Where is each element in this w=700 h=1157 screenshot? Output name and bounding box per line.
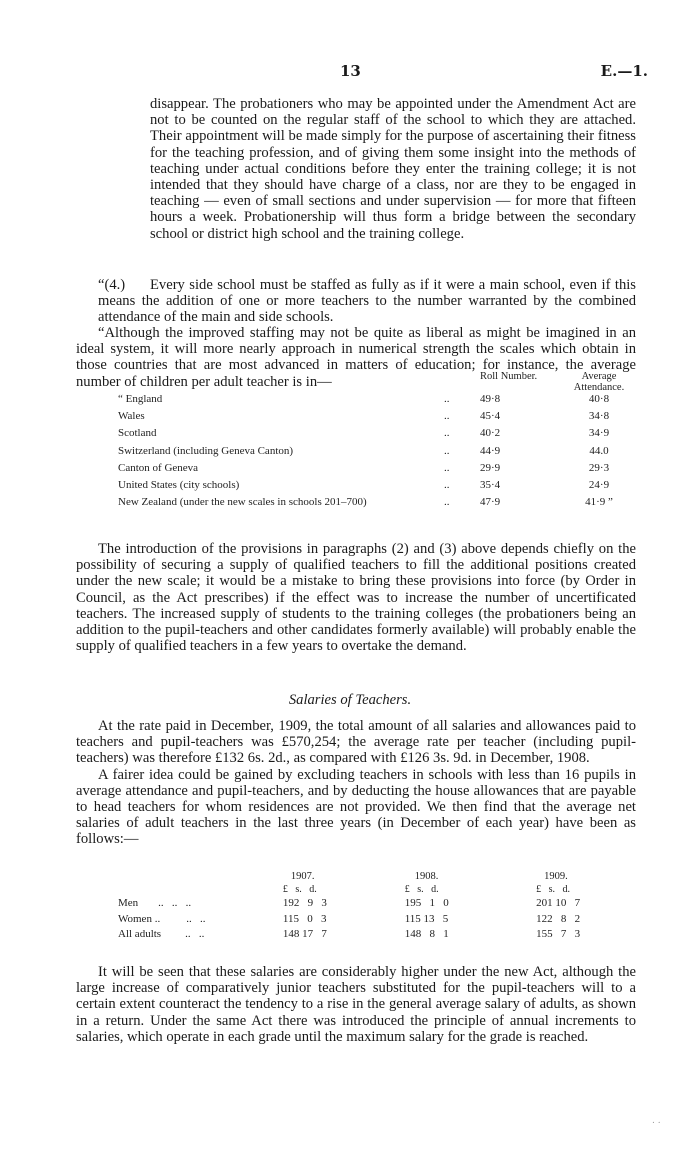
page-number: 13 [340,62,361,80]
report-reference: E.—1. [600,62,648,80]
salaries-paragraphs [76,718,636,848]
units-1909: £ s. d. [536,884,571,895]
units-1907: £ s. d. [282,884,317,895]
table-row: Canton of Geneva .. 29·9 29·3 [118,461,610,474]
table-row: New Zealand (under the new scales in schools 201–700) .. 47·9 41·9 ” [118,496,613,509]
intro-quote-paragraph: disappear. The probationers who may be appointed under the Amendment Act are not to be counted on the regular staff of the school to which they are attached. Their appointment will be made simply for the purpose of ascertaining their fitness for the teaching profession, and of giving them some insight into the methods of teaching under actual conditions before they enter the training college; it is not intended that they should have charge of a class, nor are they to be engaged in teaching — even of small sections and under supervision — for more that fifteen hours a week. Probationership will thus form a bridge between the secondary school or district high school and the training college. [150,96,636,242]
section-heading: Salaries of Teachers. [288,692,412,708]
item-4-label: “(4.) [98,277,126,293]
salary-table [118,871,638,944]
header-average-attendance: Average Attendance. [573,371,625,393]
units-1908: £ s. d. [404,884,439,895]
closing-paragraph [76,964,636,1045]
footer-mark: . . [652,1116,661,1126]
table-row: All adults .. .. 148 17 7 148 8 1 155 7 3 [118,928,581,941]
table-row: Scotland .. 40·2 34·9 [118,427,610,440]
provisions-paragraph [76,541,636,654]
table-row: United States (city schools) .. 35·4 24·9 [118,478,610,491]
table-row: Women .. .. .. 115 0 3 115 13 5 122 8 2 [118,912,581,925]
item-4-paragraph [98,277,636,326]
closing-text: It will be seen that these salaries are considerably higher under the new Act, although the large increase of comparatively junior teachers substituted for the pupil-teachers will to a certain extent counteract the tendency to a rise in the general average salary of adults, as shown in a return. Under the same Act there was introduced the principle of annual increments to salaries, which operate in each grade until the maximum salary for the grade is reached. [76,964,636,1045]
table-row: “ England .. 49·8 40·8 [118,393,610,405]
header-roll-number: Roll Number. [480,371,538,382]
table-row: Wales .. 45·4 34·8 [118,410,610,423]
year-1909: 1909. [544,871,568,882]
table-row: Men .. .. .. 192 9 3 195 1 0 201 10 7 [118,897,581,909]
salaries-para-b: A fairer idea could be gained by excluding teachers in schools with less than 16 pupils in average attendance and pupil-teachers, and by deducting the house allowances that are payable to head teachers for whom residences are not provided. We then find that the average net salaries of adult teachers in the last three years (in December of each year) have been as follows:— [76,766,636,848]
staffing-text: “Although the improved staffing may not be quite as liberal as might be imagined in an ideal system, it will more nearly approach in numerical strength the scales which obtain in those countries that are most advanced in matters of education; for instance, the average number of children per adult teacher is in— [76,325,636,390]
year-1907: 1907. [290,871,315,882]
provisions-text: The introduction of the provisions in paragraphs (2) and (3) above depends chiefly on the possibility of securing a supply of qualified teachers to fill the additional positions created under the new scale; it would be a mistake to bring these provisions into force (by Order in Council, as the Act prescribes) if the effect was to increase the number of uncertificated teachers. The increased supply of students to the training colleges (the probationers being an addition to the pupil-teachers and other candidates formerly available) will probably enable the supply of qualified teachers in a few years to overtake the demand. [76,541,636,655]
staffing-table [118,371,638,513]
item-4-text: Every side school must be staffed as fully as if it were a main school, even if this means the addition of one or more teachers to the number warranted by the combined attendance of the main and side schools. [98,277,636,326]
table-row: Switzerland (including Geneva Canton) .. 44·9 44.0 [118,444,609,457]
salaries-para-a: At the rate paid in December, 1909, the total amount of all salaries and allowances paid to teachers and pupil-teachers was £570,254; the average rate per teacher (including pupil-teachers) was therefore £132 6s. 2d., as compared with £126 3s. 9d. in December, 1908. [76,718,636,767]
year-1908: 1908. [414,871,439,882]
